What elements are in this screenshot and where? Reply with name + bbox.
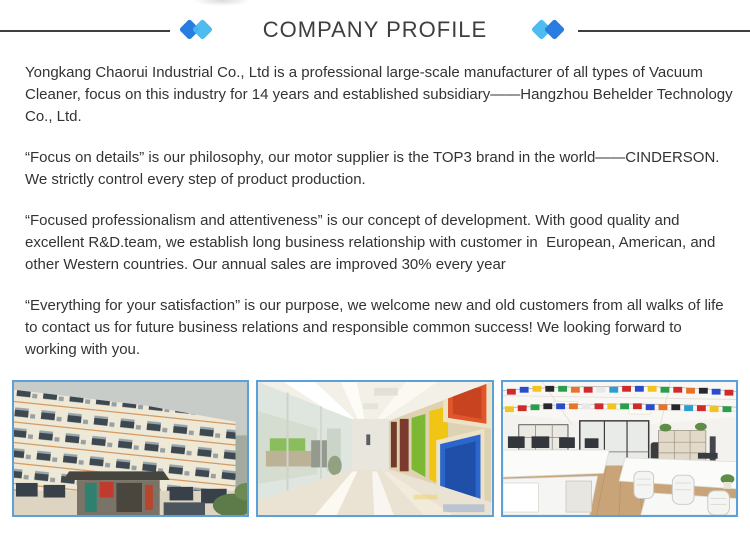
paragraph-purpose: “Everything for your satisfaction” is our purpose, we welcome new and old customers from all walks of life to contact us for future business relations and responsible common success! We looking forward to working with you. <box>25 297 728 358</box>
paragraph-development-concept: “Focused professionalism and attentiveness” is our concept of development. With good quality and excellent R&D.team, we establish long business relationship with customer in European, American, and other Western countries. Our annual sales are improved 30% every year <box>25 212 720 273</box>
top-edge-artifact <box>193 0 251 6</box>
paragraph-philosophy: “Focus on details” is our philosophy, our motor supplier is the TOP3 brand in the world——CINDERSON. We strictly control every step of product production. <box>25 149 724 188</box>
header-rule-right <box>578 30 750 32</box>
factory-building-photo <box>12 380 249 517</box>
diamond-accent-right-icon <box>532 17 568 47</box>
hallway-illustration <box>258 382 491 515</box>
section-title: COMPANY PROFILE <box>262 17 488 42</box>
diamond-light-icon <box>192 19 213 40</box>
factory-building-illustration <box>14 382 247 515</box>
header-rule-left <box>0 30 170 32</box>
diamond-dark-icon <box>544 19 565 40</box>
office-hallway-photo <box>256 380 493 517</box>
office-illustration <box>503 382 736 515</box>
photo-row <box>0 380 750 517</box>
diamond-accent-left-icon <box>180 17 216 47</box>
section-header <box>0 0 750 60</box>
paragraph-company-intro: Yongkang Chaorui Industrial Co., Ltd is a professional large-scale manufacturer of all types of Vacuum Cleaner, focus on this industry for 14 years and established subsidiary——Hangzhou Behelder Technology Co., Ltd. <box>25 64 737 125</box>
office-interior-photo <box>501 380 738 517</box>
profile-text <box>0 60 750 361</box>
entrance-canopy <box>63 471 169 480</box>
